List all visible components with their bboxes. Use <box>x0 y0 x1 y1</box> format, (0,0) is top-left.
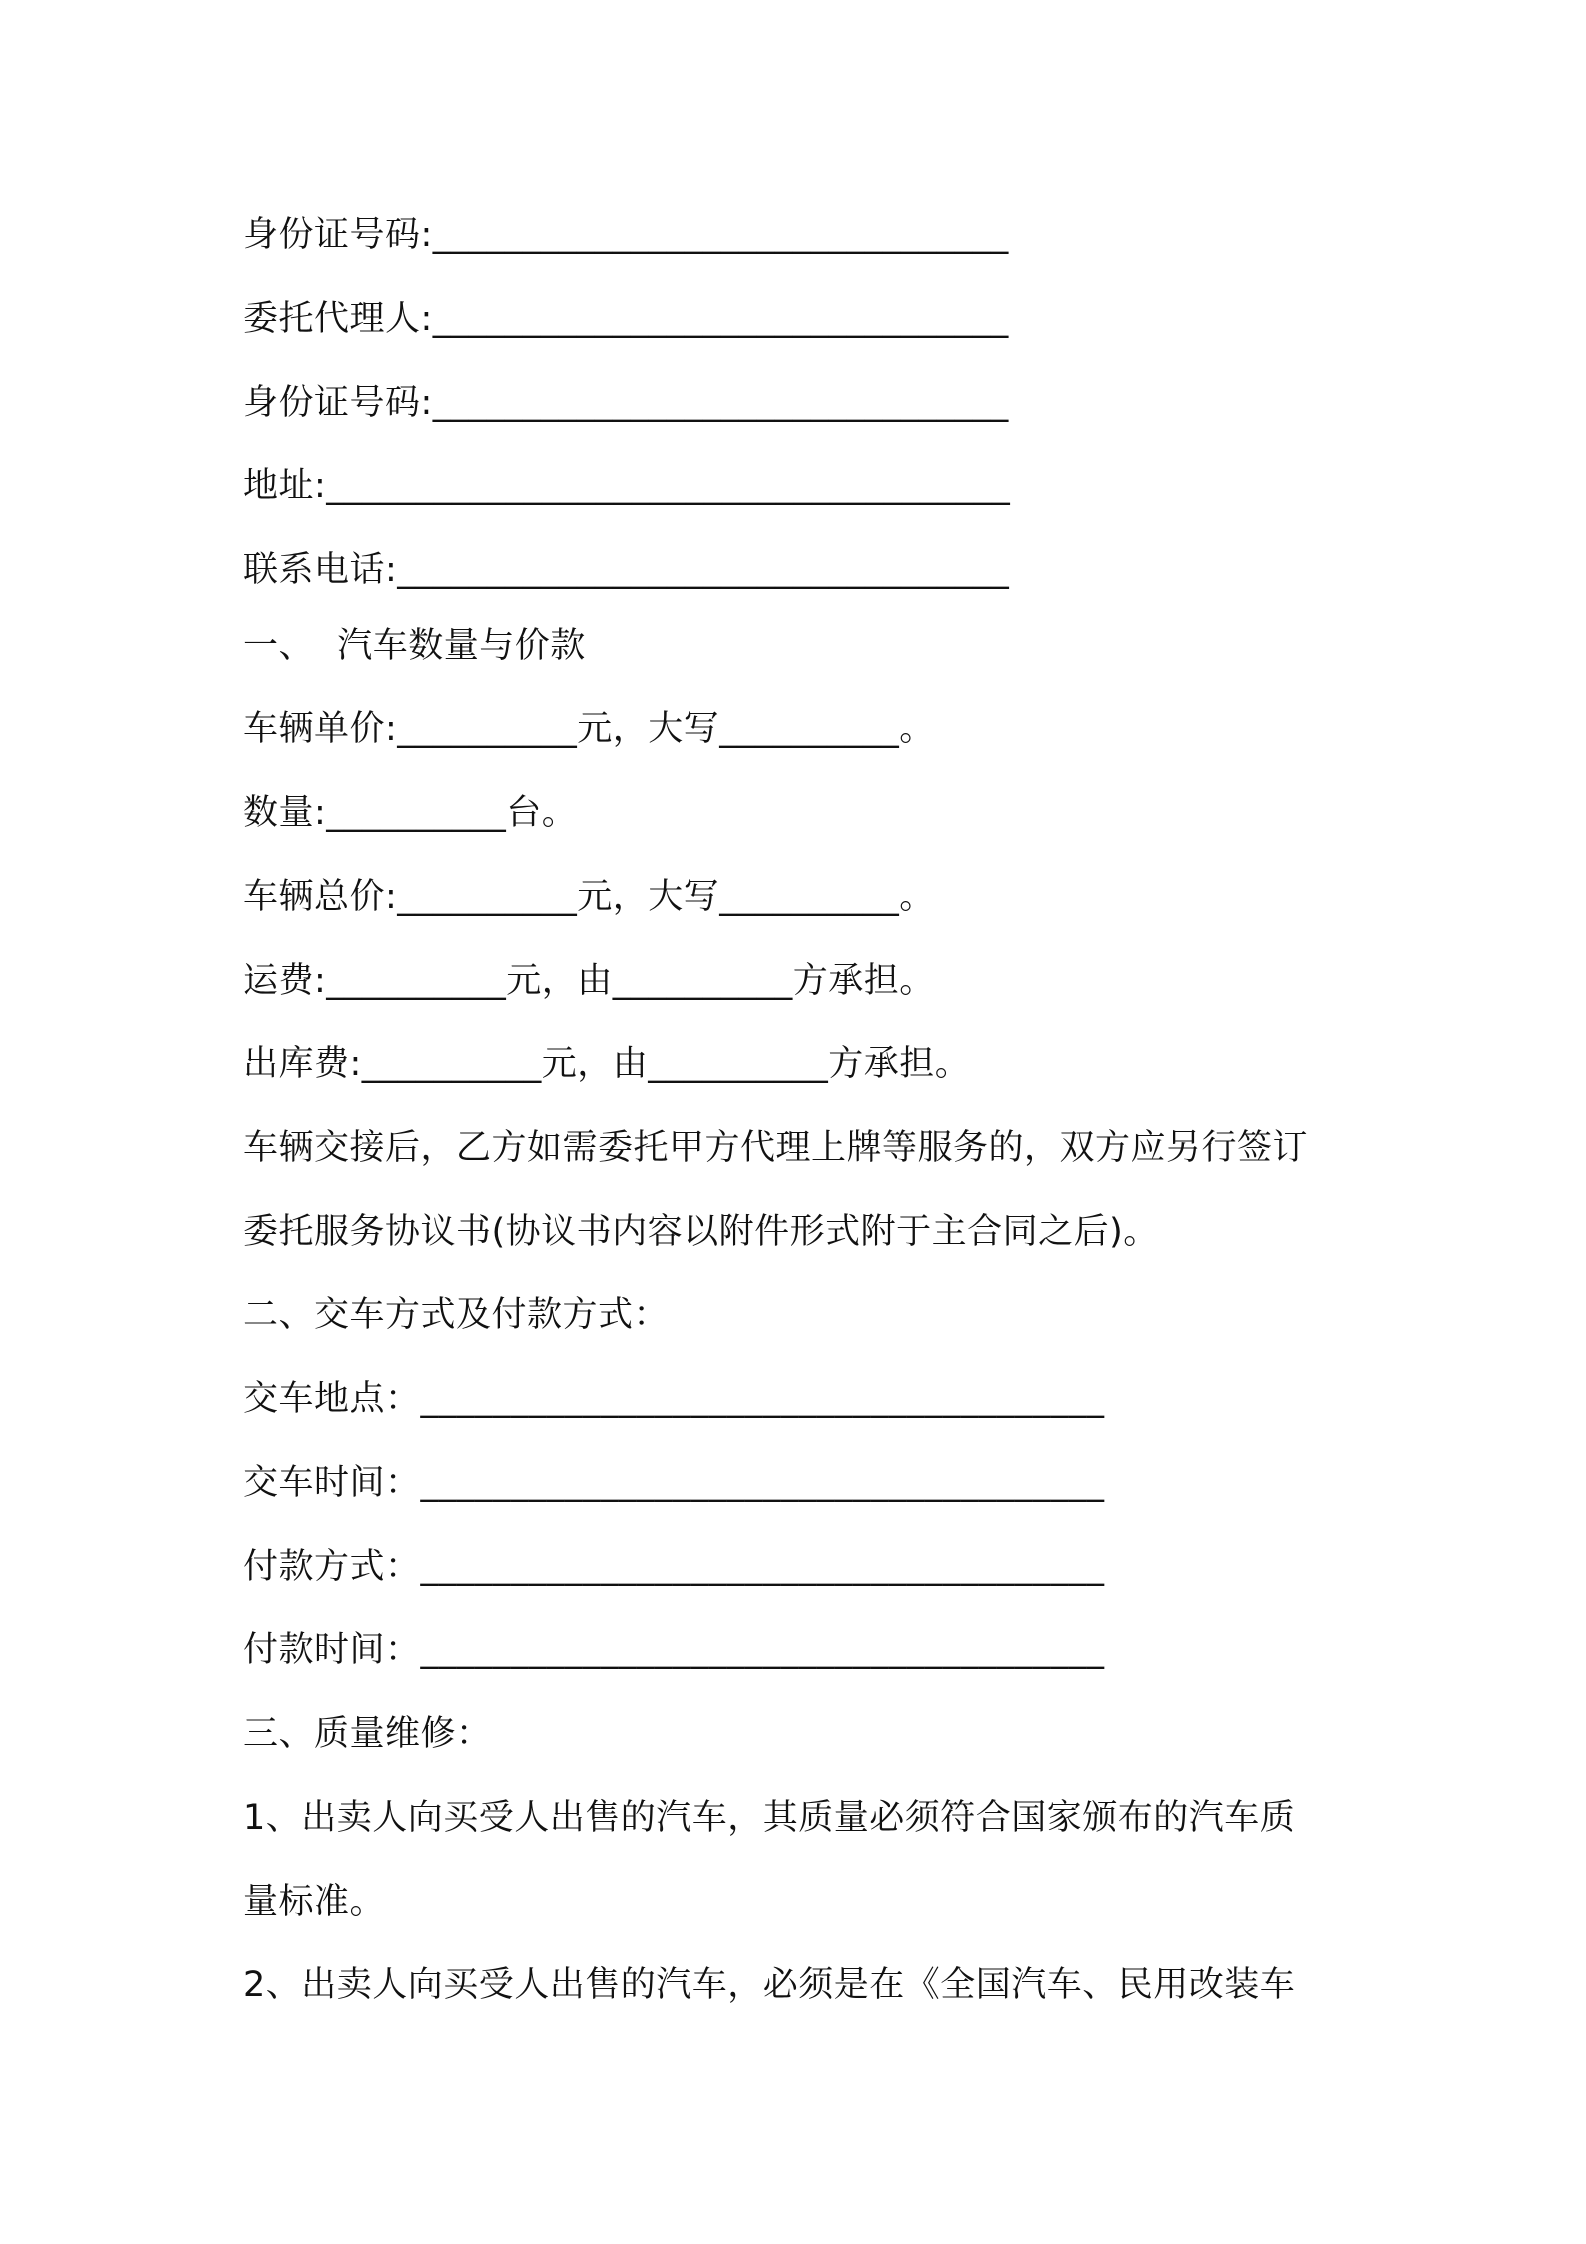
phone-field: 联系电话:__________________________________ <box>243 550 1010 590</box>
paragraph-line: 委托服务协议书(协议书内容以附件形式附于主合同之后)。 <box>243 1212 1159 1252</box>
paragraph-line: 量标准。 <box>243 1882 386 1922</box>
outbound-fee-field: 出库费:__________元，由__________方承担。 <box>243 1044 971 1084</box>
payment-method-field: 付款方式：______________________________________ <box>243 1547 1105 1587</box>
section-heading-1: 一、 汽车数量与价款 <box>243 626 586 666</box>
delivery-location-field: 交车地点：______________________________________ <box>243 1379 1105 1419</box>
delivery-time-field: 交车时间：______________________________________ <box>243 1463 1105 1503</box>
paragraph-line: 1、出卖人向买受人出售的汽车，其质量必须符合国家颁布的汽车质 <box>243 1798 1296 1838</box>
section-heading-2: 二、交车方式及付款方式： <box>243 1295 670 1335</box>
id-number-field-1: 身份证号码:________________________________ <box>243 215 1009 255</box>
paragraph-line: 车辆交接后，乙方如需委托甲方代理上牌等服务的，双方应另行签订 <box>243 1128 1309 1168</box>
total-price-field: 车辆总价:__________元，大写__________。 <box>243 877 935 917</box>
unit-price-field: 车辆单价:__________元，大写__________。 <box>243 709 935 749</box>
freight-field: 运费:__________元，由__________方承担。 <box>243 961 935 1001</box>
paragraph-line: 2、出卖人向买受人出售的汽车，必须是在《全国汽车、民用改装车 <box>243 1965 1296 2005</box>
quantity-field: 数量:__________台。 <box>243 793 578 833</box>
section-heading-3: 三、质量维修： <box>243 1714 492 1754</box>
payment-time-field: 付款时间：______________________________________ <box>243 1630 1105 1670</box>
id-number-field-2: 身份证号码:________________________________ <box>243 383 1009 423</box>
address-field: 地址:______________________________________ <box>243 466 1011 506</box>
agent-field: 委托代理人:________________________________ <box>243 299 1009 339</box>
